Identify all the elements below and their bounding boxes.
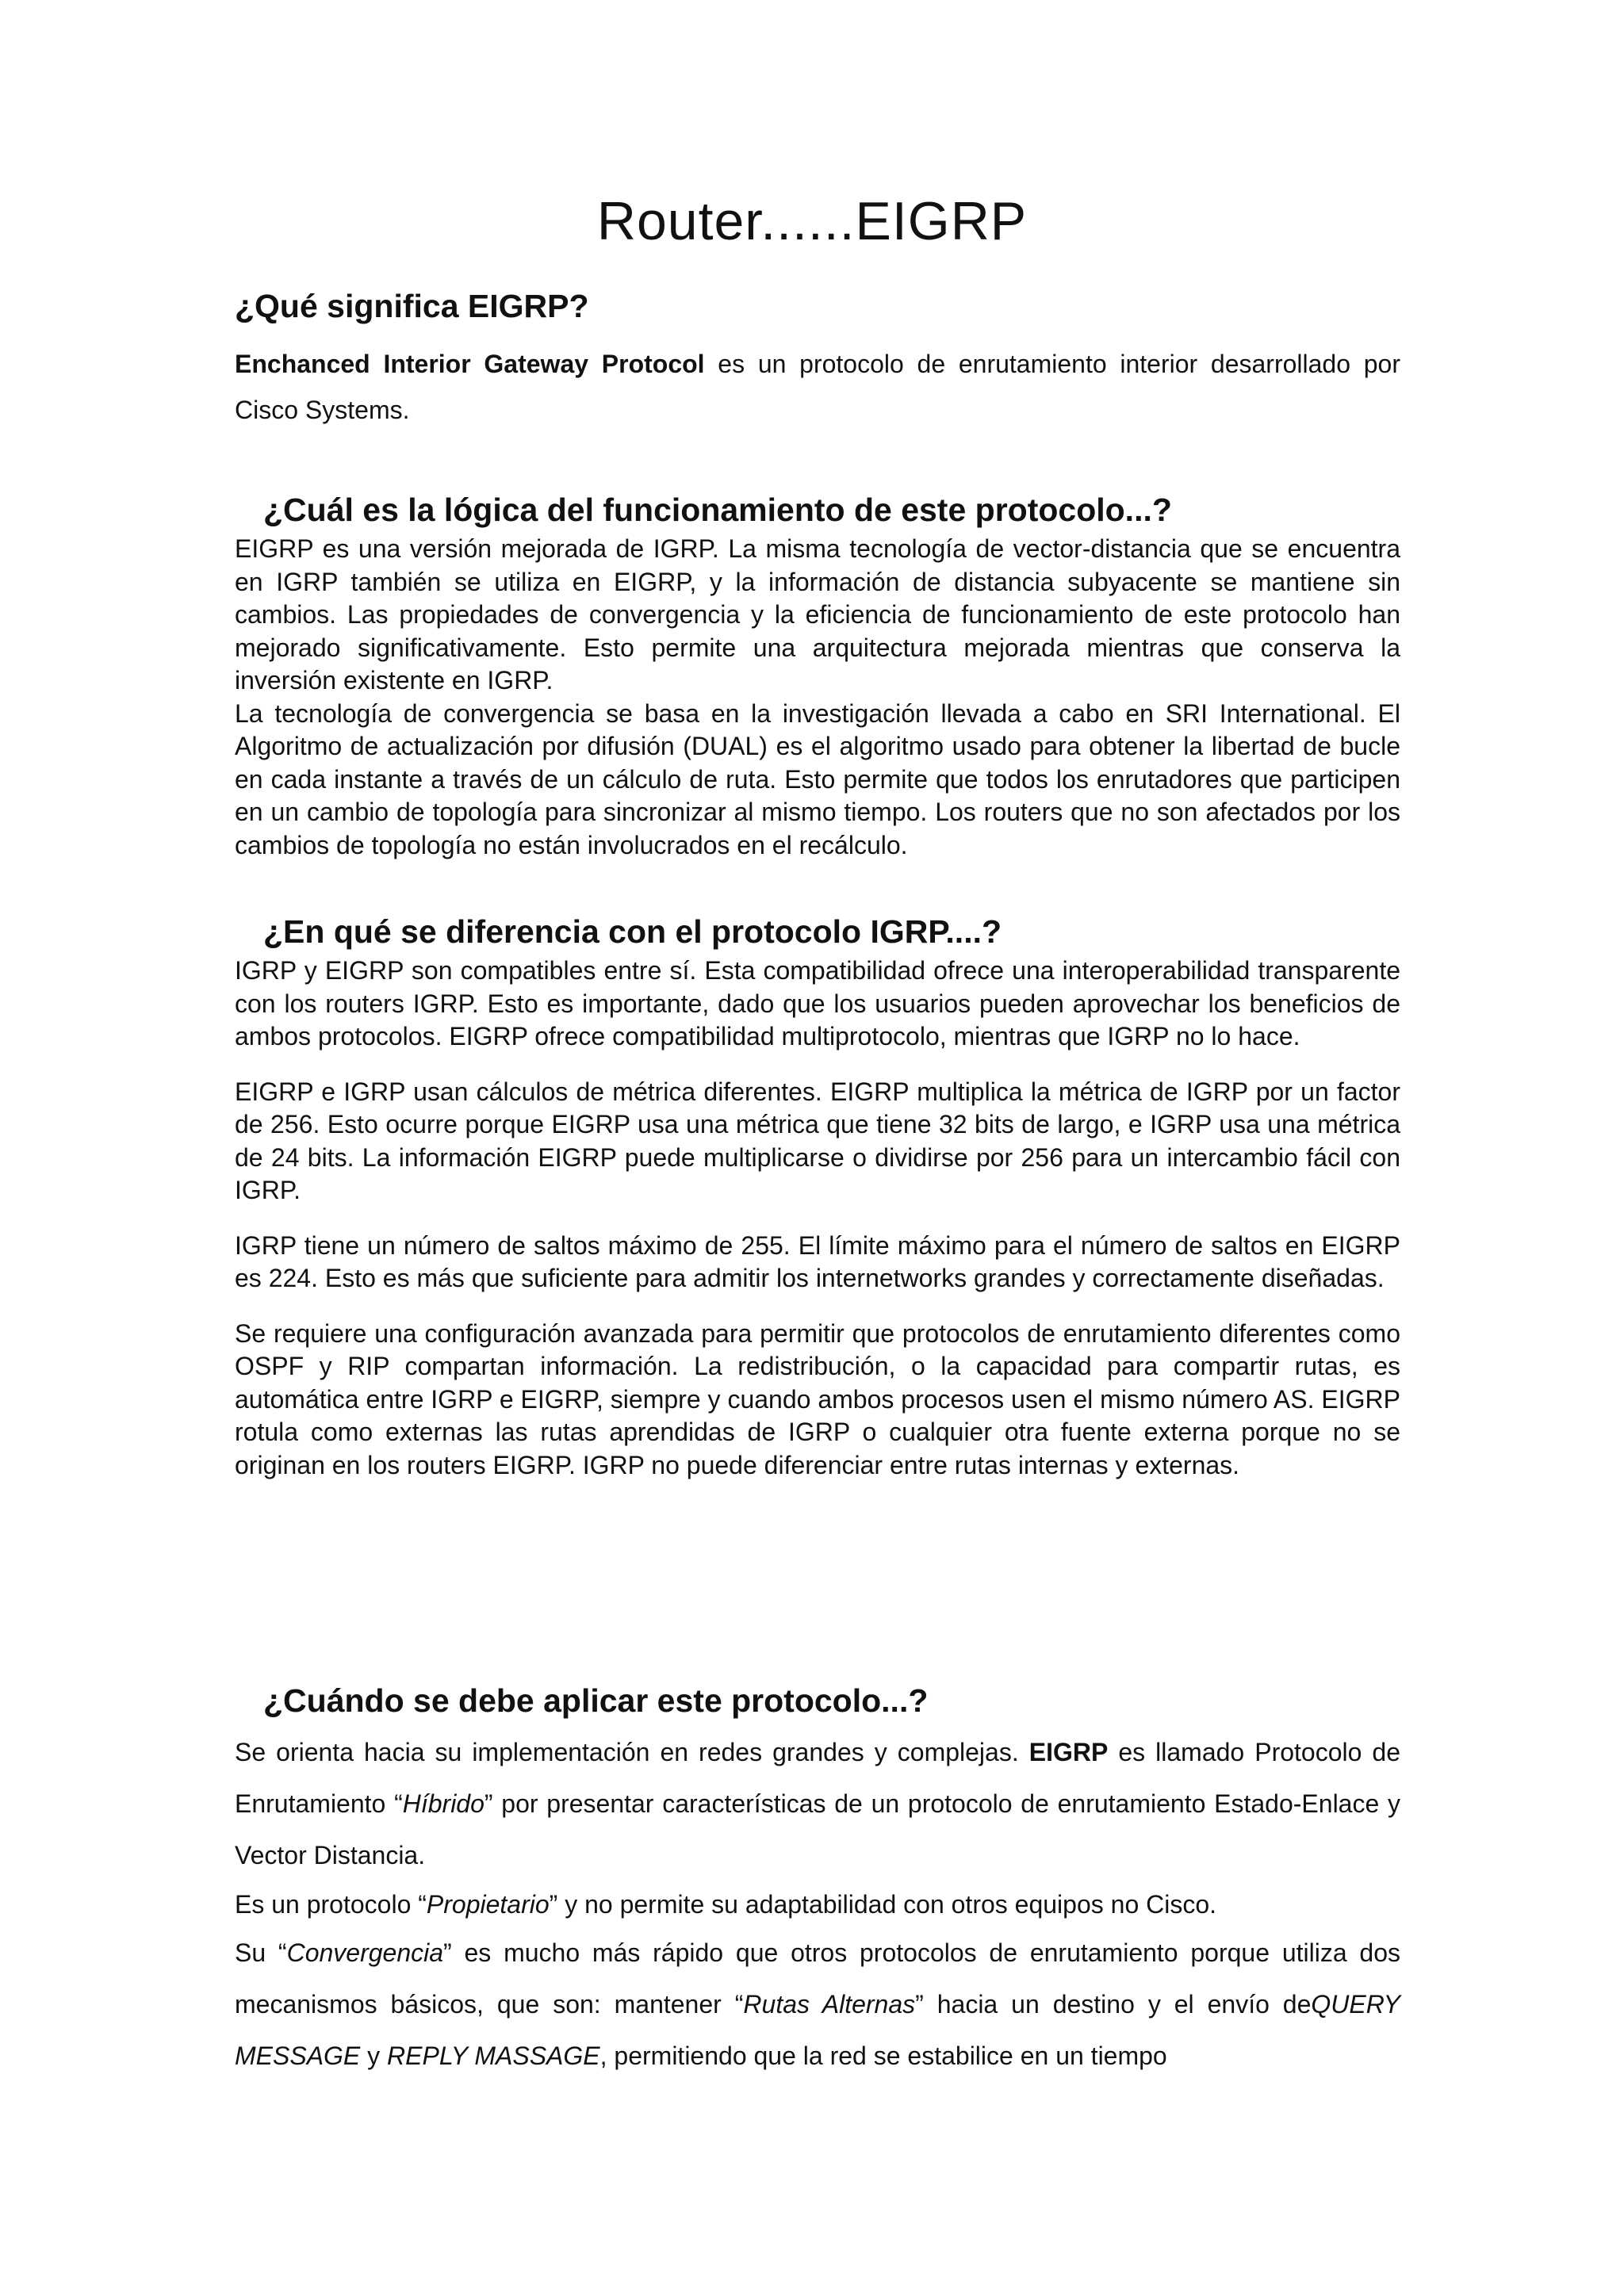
paragraph: IGRP y EIGRP son compatibles entre sí. Esta compatibilidad ofrece una interoperabilidad transparente con los routers IGRP. Esto es importante, dado que los usuarios pueden aprovechar los beneficios de ambos protocolos. EIGRP ofrece compatibilidad multiprotocolo, mientras que IGRP no lo hace.: [235, 956, 1400, 1050]
section-what-is-eigrp: [235, 282, 1400, 433]
section-heading: ¿Cuál es la lógica del funcionamiento de este protocolo...?: [263, 492, 1172, 528]
text-run: ” es mucho más rápido que otros protocolos de enrutamiento porque utiliza dos mecanismos básicos, que son: mantener “: [235, 1938, 1401, 2019]
section-when-to-apply: [235, 1678, 1400, 2082]
text-run: ” y no permite su adaptabilidad con otros equipos no Cisco.: [549, 1890, 1217, 1919]
text-run: , permitiendo que la red se estabilice en un tiempo: [599, 2042, 1167, 2070]
paragraph: Se requiere una configuración avanzada para permitir que protocolos de enrutamiento diferentes como OSPF y RIP compartan información. La redistribución, o la capacidad para compartir rutas, es automática entre IGRP e EIGRP, siempre y cuando ambos procesos usen el mismo número AS. EIGRP rotula como externas las rutas aprendidas de IGRP o cualquier otra fuente externa porque no se originan en los routers EIGRP. IGRP no puede diferenciar entre rutas internas y externas.: [235, 1318, 1400, 1479]
paragraph: [235, 1881, 1400, 1927]
paragraph: La tecnología de convergencia se basa en la investigación llevada a cabo en SRI International. El Algoritmo de actualización por difusión (DUAL) es el algoritmo usado para obtener la libertad de bucle en cada instante a través de un cálculo de ruta. Esto permite que todos los enrutadores que participen en un cambio de topología para sincronizar al mismo tiempo. Los routers que no son afectados por los cambios de topología no están involucrados en el recálculo.: [235, 698, 1400, 859]
text-run: ” por presentar características de un protocolo de enrutamiento Estado-Enlace y Vector Distancia.: [235, 1789, 1401, 1869]
definition-text: es un protocolo de enrutamiento interior desarrollado por Cisco Systems.: [235, 350, 1401, 424]
paragraph: [235, 1927, 1400, 2082]
section-heading: ¿En qué se diferencia con el protocolo IGRP....?: [263, 913, 1002, 950]
paragraph: EIGRP e IGRP usan cálculos de métrica diferentes. EIGRP multiplica la métrica de IGRP por un factor de 256. Esto ocurre porque EIGRP usa una métrica que tiene 32 bits de largo, e IGRP usa una métrica de 24 bits. La información EIGRP puede multiplicarse o dividirse por 256 para un intercambio fácil con IGRP.: [235, 1077, 1400, 1204]
paragraph: [235, 1727, 1400, 1881]
paragraph: EIGRP es una versión mejorada de IGRP. La misma tecnología de vector-distancia que se encuentra en IGRP también se utiliza en EIGRP, y la información de distancia subyacente se mantiene sin cambios. Las propiedades de convergencia y la eficiencia de funcionamiento de este protocolo han mejorado significativamente. Esto permite una arquitectura mejorada mientras que conserva la inversión existente en IGRP.: [235, 534, 1400, 695]
text-run: es llamado Protocolo de Enrutamiento “: [235, 1738, 1401, 1818]
text-run-italic: Híbrido: [402, 1789, 485, 1818]
text-run-italic: QUERY MESSAGE: [235, 1990, 1401, 2070]
text-run-italic: Rutas Alternas: [743, 1990, 916, 2019]
section-differences: [235, 909, 1400, 1482]
text-run-italic: Convergencia: [286, 1938, 444, 1967]
text-run: Su “: [235, 1938, 287, 1967]
text-run: Es un protocolo “: [235, 1890, 427, 1919]
text-run: Se orienta hacia su implementación en redes grandes y complejas.: [235, 1738, 1029, 1766]
protocol-full-name: Enchanced Interior Gateway Protocol: [235, 350, 705, 378]
document-title: Router......EIGRP: [596, 191, 1028, 251]
section-heading: ¿Cuándo se debe aplicar este protocolo...?: [263, 1682, 929, 1719]
section-heading: ¿Qué significa EIGRP?: [235, 288, 589, 324]
text-run: y: [360, 2042, 388, 2070]
text-run-italic: REPLY MASSAGE: [387, 2042, 600, 2070]
definition-paragraph: [235, 341, 1400, 433]
text-run: ” hacia un destino y el envío de: [915, 1990, 1312, 2019]
paragraph: IGRP tiene un número de saltos máximo de 255. El límite máximo para el número de saltos en EIGRP es 224. Esto es más que suficiente para admitir los internetworks grandes y correctamente diseñadas.: [235, 1230, 1400, 1292]
section-logic: [235, 487, 1400, 862]
text-run-bold: EIGRP: [1028, 1738, 1109, 1766]
text-run-italic: Propietario: [426, 1890, 550, 1919]
